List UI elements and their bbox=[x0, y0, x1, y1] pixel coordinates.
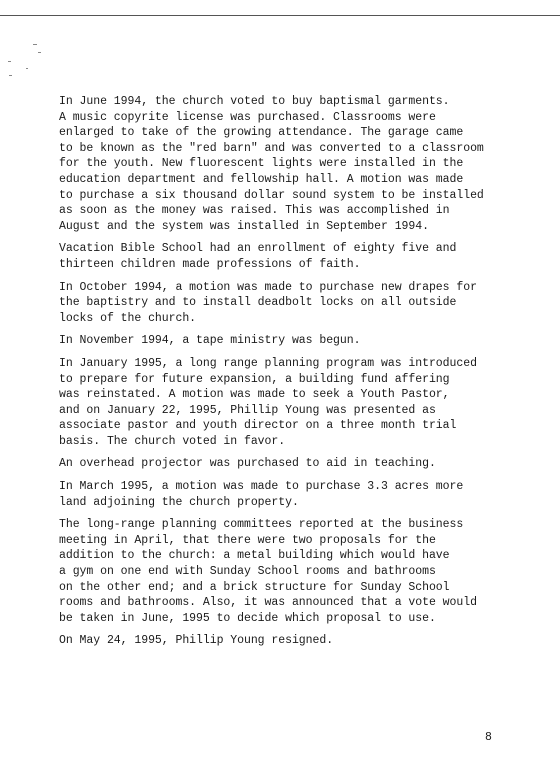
text-line: associate pastor and youth director on a three month trial bbox=[59, 419, 457, 433]
paragraph bbox=[59, 94, 529, 234]
paragraph bbox=[59, 333, 529, 349]
text-line: August and the system was installed in September 1994. bbox=[59, 219, 429, 233]
paragraph bbox=[59, 280, 529, 327]
text-line: basis. The church voted in favor. bbox=[59, 434, 286, 448]
paragraph bbox=[59, 479, 529, 510]
text-line: land adjoining the church property. bbox=[59, 495, 299, 509]
top-rule bbox=[0, 15, 560, 16]
text-line: rooms and bathrooms. Also, it was announced that a vote would bbox=[59, 596, 477, 610]
document-body bbox=[59, 94, 529, 656]
text-line: thirteen children made professions of faith. bbox=[59, 257, 361, 271]
text-line: Vacation Bible School had an enrollment of eighty five and bbox=[59, 242, 457, 256]
paragraph bbox=[59, 456, 529, 472]
paragraph bbox=[59, 356, 529, 450]
text-line: enlarged to take of the growing attendance. The garage came bbox=[59, 126, 464, 140]
scan-speck bbox=[38, 52, 41, 53]
text-line: to purchase a six thousand dollar sound system to be installed bbox=[59, 188, 484, 202]
paragraph bbox=[59, 241, 529, 272]
scan-speck bbox=[33, 44, 37, 45]
text-line: In November 1994, a tape ministry was begun. bbox=[59, 334, 361, 348]
text-line: a gym on one end with Sunday School rooms and bathrooms bbox=[59, 565, 436, 579]
text-line: An overhead projector was purchased to aid in teaching. bbox=[59, 457, 436, 471]
text-line: The long-range planning committees reported at the business bbox=[59, 518, 464, 532]
text-line: A music copyrite license was purchased. Classrooms were bbox=[59, 110, 436, 124]
text-line: was reinstated. A motion was made to seek a Youth Pastor, bbox=[59, 388, 450, 402]
text-line: In October 1994, a motion was made to purchase new drapes for bbox=[59, 280, 477, 294]
scan-speck bbox=[9, 75, 12, 76]
text-line: and on January 22, 1995, Phillip Young was presented as bbox=[59, 403, 436, 417]
text-line: addition to the church: a metal building which would have bbox=[59, 549, 450, 563]
text-line: meeting in April, that there were two proposals for the bbox=[59, 533, 436, 547]
text-line: the baptistry and to install deadbolt locks on all outside bbox=[59, 296, 457, 310]
scan-speck bbox=[26, 68, 28, 69]
text-line: In March 1995, a motion was made to purchase 3.3 acres more bbox=[59, 480, 464, 494]
text-line: On May 24, 1995, Phillip Young resigned. bbox=[59, 634, 334, 648]
text-line: education department and fellowship hall. A motion was made bbox=[59, 172, 464, 186]
text-line: as soon as the money was raised. This was accomplished in bbox=[59, 204, 450, 218]
text-line: to prepare for future expansion, a building fund affering bbox=[59, 372, 450, 386]
scan-speck bbox=[8, 61, 11, 62]
paragraph bbox=[59, 633, 529, 649]
text-line: be taken in June, 1995 to decide which proposal to use. bbox=[59, 611, 436, 625]
paragraph bbox=[59, 517, 529, 626]
text-line: In January 1995, a long range planning program was introduced bbox=[59, 356, 477, 370]
text-line: In June 1994, the church voted to buy baptismal garments. bbox=[59, 95, 450, 108]
text-line: locks of the church. bbox=[59, 311, 197, 325]
text-line: for the youth. New fluorescent lights were installed in the bbox=[59, 157, 464, 171]
text-line: on the other end; and a brick structure for Sunday School bbox=[59, 580, 450, 594]
text-line: to be known as the "red barn" and was converted to a classroom bbox=[59, 141, 484, 155]
page-number: 8 bbox=[485, 731, 492, 744]
